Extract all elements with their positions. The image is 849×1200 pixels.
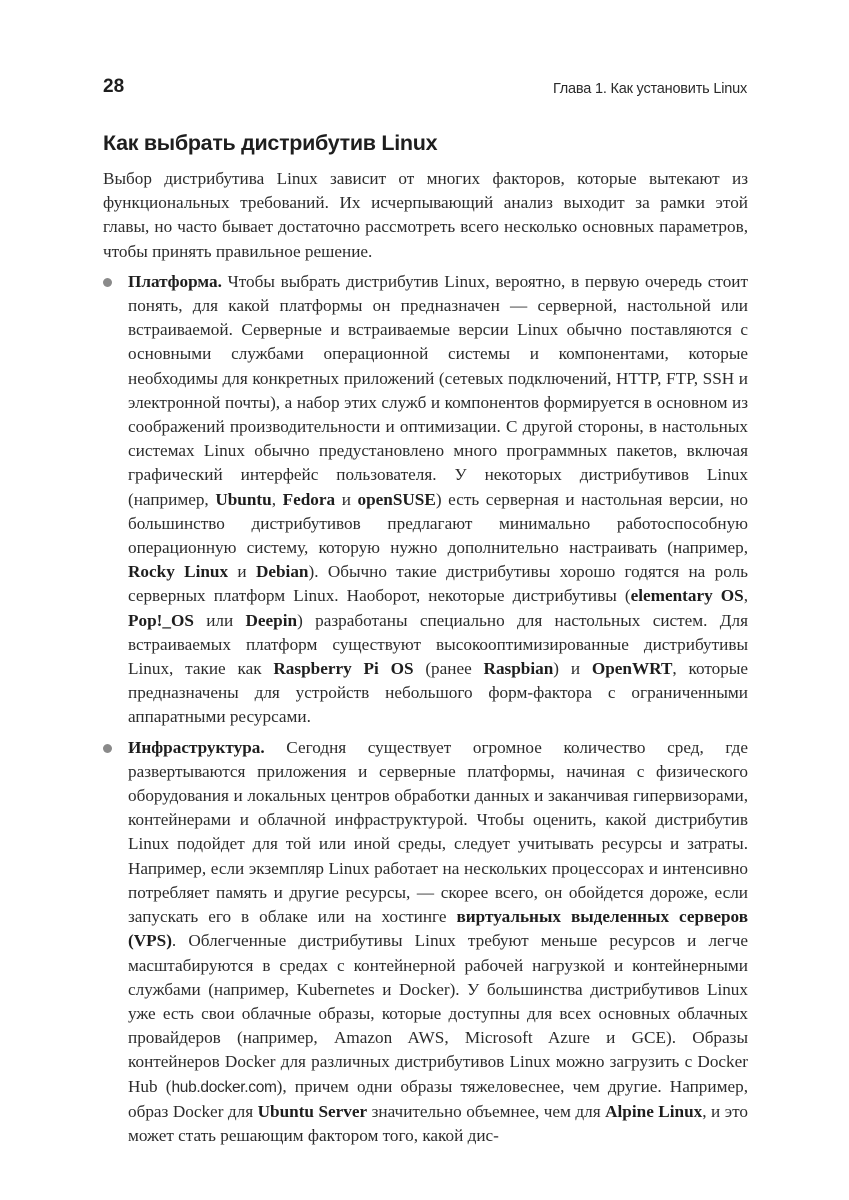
text: (ранее (413, 659, 484, 679)
page-header (103, 76, 747, 100)
distro-name: Ubuntu Server (257, 1101, 368, 1121)
distro-name: Raspbian (483, 659, 554, 679)
text: , (743, 586, 748, 606)
text: или (193, 610, 246, 630)
distro-name: Fedora (282, 489, 336, 509)
text: ), причем одни образы тяжеловеснее, чем другие. Например, образ Docker для (128, 1076, 748, 1121)
distro-name: Debian (255, 562, 309, 582)
intro-paragraph: Выбор дистрибутива Linux зависит от многих факторов, которые вытекают из функциональных требований. Их исчерпывающий анализ выходит за рамки этой главы, но часто бывает достаточно рассмотреть всего несколько основных параметров, чтобы принять правильное решение. (103, 169, 748, 261)
list-item-platform (103, 270, 748, 730)
bullet-list (103, 270, 748, 1148)
text: . Облегченные дистрибутивы Linux требуют меньше ресурсов и легче масштабируются в средах с контейнерной рабочей нагрузкой и контейнерными службами (например, Kubernetes и Docker). У большинства дистрибутивов Linux уже есть свои облачные образы, которые доступны для всех основных облачных провайдеров (например, Amazon AWS, Microsoft Azure и GCE). Образы контейнеров Docker для различных дистрибутивов Linux можно загрузить с Docker Hub ( (128, 931, 748, 1096)
term-infrastructure: Инфраструктура. (128, 737, 265, 757)
distro-name: Ubuntu (215, 489, 272, 509)
running-head: Глава 1. Как установить Linux (552, 81, 747, 97)
text: , (271, 489, 283, 509)
text: Чтобы выбрать дистрибутив Linux, вероятно, в первую очередь стоит понять, для какой платформы он предназначен — серверной, настольной или встраиваемой. Серверные и встраиваемые версии Linux обычно поставляются с основными службами операционной системы и компонентами, которые необходимы для конкретных приложений (сетевых подключений, HTTP, FTP, SSH и электронной почты), а набор этих служб и компонентов формируется в основном из соображений производительности и оптимизации. С другой стороны, в настольных системах Linux обычно предустановлено много программных пакетов, включая графический интерфейс пользователя. У некоторых дистрибутивов Linux (например, (128, 271, 748, 509)
distro-name: Pop!_OS (128, 610, 194, 630)
text: ) разработаны специально для настольных систем. Для встраиваемых платформ существуют высокооптимизированные дистрибутивы Linux, такие как (128, 610, 748, 679)
distro-name: Rocky Linux (128, 562, 229, 582)
text: и (228, 562, 256, 582)
distro-name: Deepin (245, 610, 298, 630)
text: , и это может стать решающим фактором того, какой дис- (128, 1101, 748, 1145)
docker-hub-url[interactable]: hub.docker.com (171, 1078, 277, 1096)
text: ) есть серверная и настольная версии, но большинство дистрибутивов предлагают минимально работоспособную операционную систему, которую нужно дополнительно настраивать (например, (128, 489, 749, 558)
term-platform: Платформа. (128, 271, 222, 291)
distro-name: Raspberry Pi OS (273, 659, 414, 679)
term-vps: виртуальных выделенных серверов (VPS) (128, 907, 748, 951)
bullet-icon (103, 744, 112, 753)
distro-name: openSUSE (357, 489, 436, 509)
text: ) и (553, 659, 592, 679)
page-number: 28 (103, 76, 125, 97)
text: ). Обычно такие дистрибутивы хорошо годятся на роль серверных платформ Linux. Наоборот, некоторые дистрибутивы ( (128, 562, 748, 606)
list-item-infrastructure (103, 736, 748, 1148)
section-title: Как выбрать дистрибутив Linux (103, 131, 438, 155)
text: , которые предназначены для устройств небольшого форм-фактора с ограниченными аппаратными ресурсами. (128, 659, 749, 727)
body-text (103, 167, 748, 1154)
distro-name: elementary OS (630, 586, 744, 606)
distro-name: OpenWRT (591, 659, 673, 679)
bullet-icon (103, 278, 112, 287)
text: значительно объемнее, чем для (367, 1101, 606, 1121)
text: Сегодня существует огромное количество сред, где развертываются приложения и серверные платформы, начиная с физического оборудования и локальных центров обработки данных и заканчивая гипервизорами, контейнерами и облачной инфраструктурой. Чтобы оценить, какой дистрибутив Linux подойдет для той или иной среды, следует учитывать ресурсы и затраты. Например, если экземпляр Linux работает на нескольких процессорах и интенсивно потребляет память и другие ресурсы, — скорее всего, он обойдется дороже, если запускать его в облаке или на хостинге (128, 737, 748, 927)
distro-name: Alpine Linux (605, 1101, 703, 1121)
text: и (335, 489, 358, 509)
